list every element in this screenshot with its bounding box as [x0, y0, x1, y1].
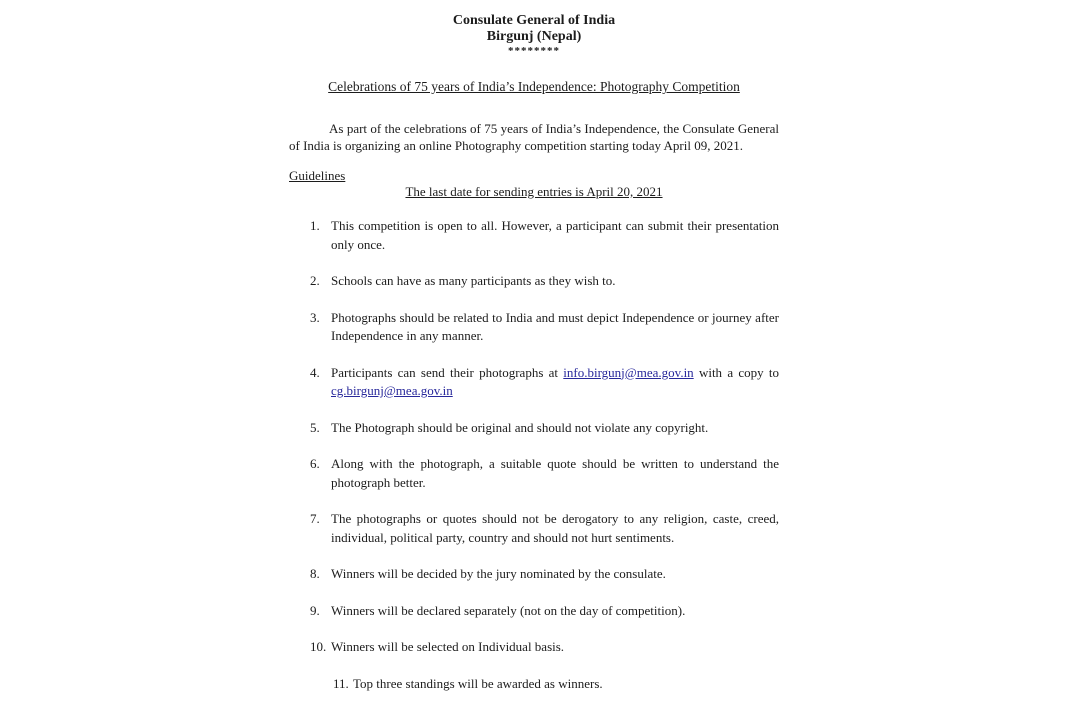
guideline-item-5 — [289, 419, 779, 438]
guideline-number: 8. — [310, 566, 320, 581]
guideline-text: Schools can have as many participants as they wish to. — [331, 273, 616, 288]
guideline-number: 11. — [333, 675, 349, 691]
guideline-number: 9. — [310, 602, 320, 618]
guidelines-heading: Guidelines — [289, 168, 346, 183]
guideline-number: 7. — [310, 511, 320, 526]
guideline-item-9 — [289, 602, 779, 621]
guideline-item-4 — [289, 364, 779, 401]
document-page — [289, 13, 779, 711]
guideline-number: 4. — [310, 364, 320, 380]
guideline-number: 3. — [310, 309, 320, 325]
document-title: Celebrations of 75 years of India’s Independence: Photography Competition — [328, 79, 740, 94]
guideline-text: This competition is open to all. However, a participant can submit their presentation only once. — [331, 218, 779, 252]
guidelines-section-heading — [289, 168, 779, 184]
guideline-text: Winners will be decided by the jury nominated by the consulate. — [331, 566, 666, 581]
guideline-item-6 — [289, 455, 779, 492]
guideline-item-11 — [289, 675, 779, 694]
org-name: Consulate General of India — [452, 13, 616, 28]
guideline-text — [331, 364, 779, 401]
guideline-text: Winners will be declared separately (not on the day of competition). — [331, 602, 686, 618]
email-link-info-birgunj[interactable]: info.birgunj@mea.gov.in — [563, 364, 694, 380]
guidelines-list — [289, 217, 779, 693]
guideline-text: Photographs should be related to India and must depict Independence or journey after Independence in any manner. — [331, 309, 779, 343]
guideline-text-segment: Participants can send their photographs at — [331, 364, 564, 380]
guideline-text: The photographs or quotes should not be derogatory to any religion, caste, creed, individual, political party, country and should not hurt sentiments. — [331, 511, 779, 545]
guideline-item-1 — [289, 217, 779, 254]
guideline-number: 1. — [310, 218, 320, 233]
guideline-text: Along with the photograph, a suitable quote should be written to understand the photograph better. — [331, 456, 779, 490]
guideline-item-3 — [289, 309, 779, 346]
letterhead — [289, 13, 779, 57]
guideline-text: Top three standings will be awarded as winners. — [353, 675, 603, 691]
asterisk-separator: ******** — [508, 45, 560, 57]
guideline-number: 2. — [310, 273, 320, 288]
guideline-text: Winners will be selected on Individual basis. — [331, 639, 565, 654]
guideline-item-10 — [289, 638, 779, 657]
email-link-cg-birgunj[interactable]: cg.birgunj@mea.gov.in — [331, 383, 453, 398]
guideline-text: The Photograph should be original and should not violate any copyright. — [331, 419, 709, 435]
guideline-number: 5. — [310, 419, 320, 435]
guideline-item-7 — [289, 510, 779, 547]
org-location: Birgunj (Nepal) — [486, 29, 582, 44]
guideline-item-2 — [289, 272, 779, 291]
guideline-text-segment: with a copy to — [693, 364, 779, 380]
guideline-item-8 — [289, 565, 779, 584]
intro-paragraph: As part of the celebrations of 75 years of India’s Independence, the Consulate General of India is organizing an online Photography competition starting today April 09, 2021. — [289, 121, 779, 153]
guideline-number: 6. — [310, 456, 320, 471]
guideline-number: 10. — [310, 639, 327, 654]
deadline-note: The last date for sending entries is April 20, 2021 — [405, 184, 663, 199]
